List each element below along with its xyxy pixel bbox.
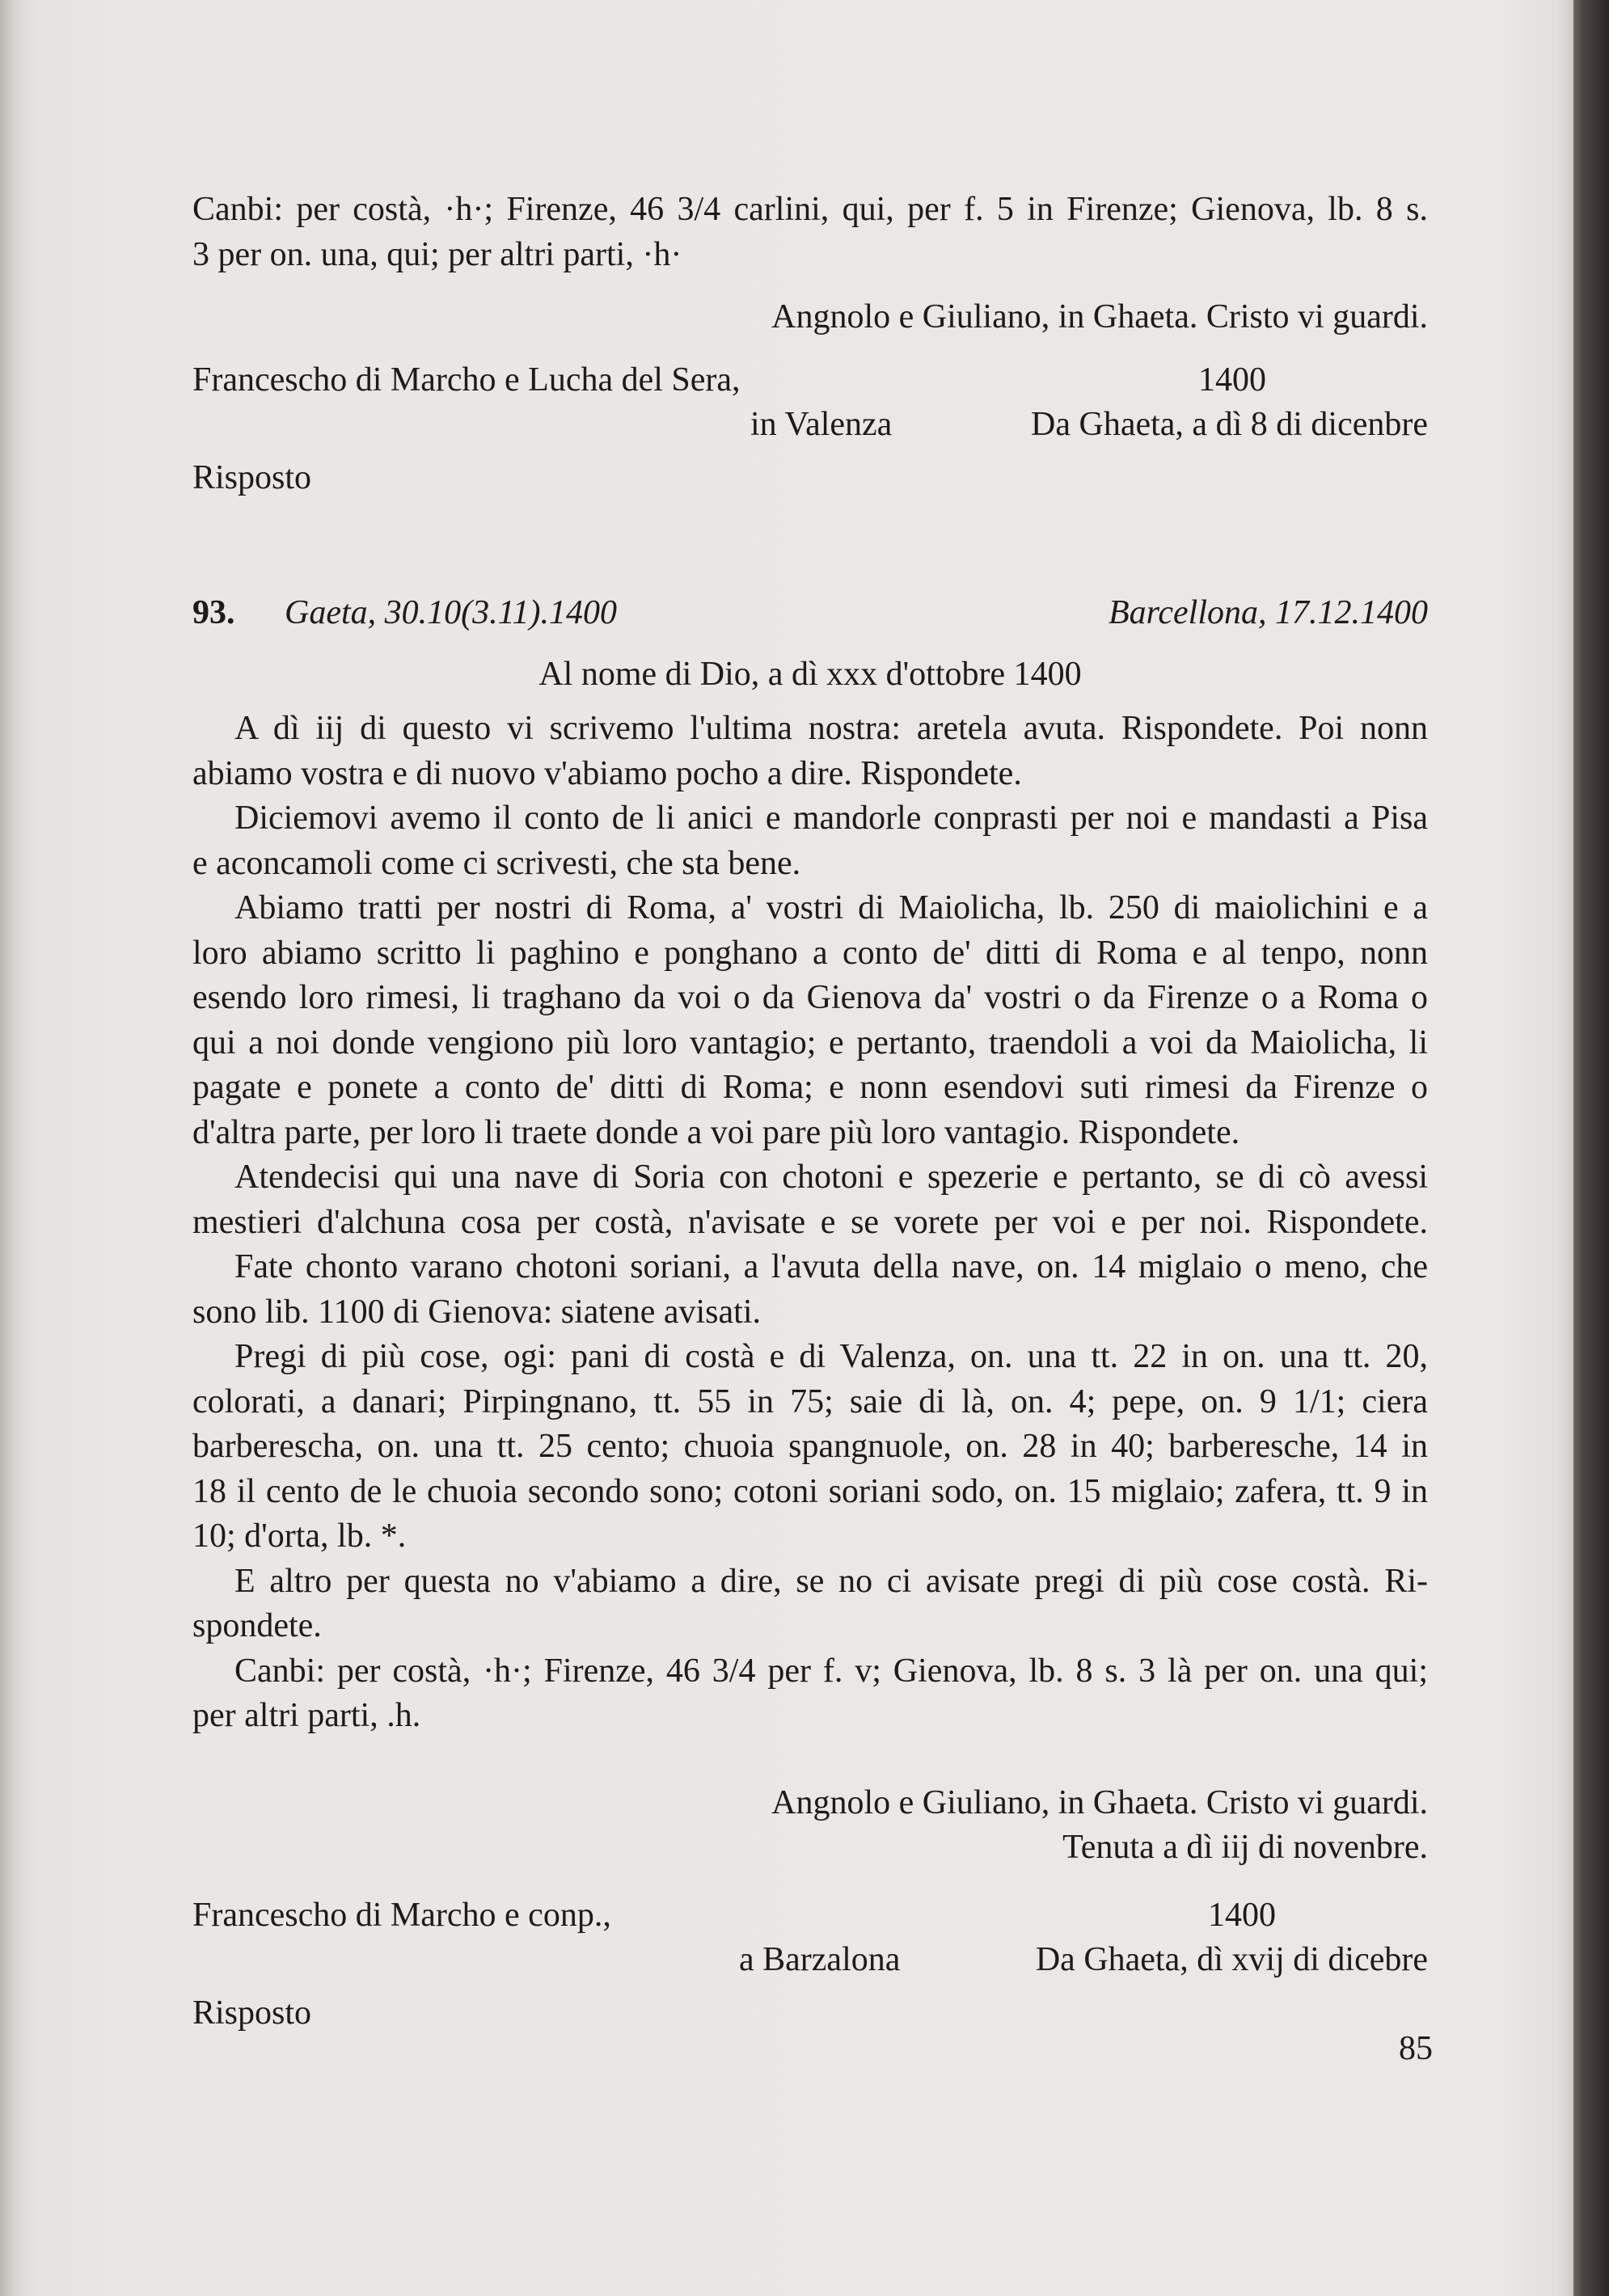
page-number: 85 [1399, 2030, 1433, 2067]
address-date: Da Ghaeta, dì xvij di dicebre [1035, 1941, 1428, 1978]
body-line: esendo loro rimesi, li traghano da voi o da Gienova da' vostri o da Firenze o a Roma o [192, 979, 1428, 1016]
address-place: a Barzalona [739, 1941, 901, 1978]
letter-body [192, 707, 1428, 1739]
tenuta-note: Tenuta a dì iij di novenbre. [1062, 1829, 1428, 1866]
body-line: Abiamo tratti per nostri di Roma, a' vostri di Maiolicha, lb. 250 di maiolichini e a [234, 889, 1428, 926]
letter-destination: Barcellona, 17.12.1400 [1108, 594, 1428, 631]
body-line: loro abiamo scritto li paghino e ponghano a conto de' ditti di Roma e al tenpo, nonn [192, 934, 1428, 972]
body-line: E altro per questa no v'abiamo a dire, se no ci avisate pregi di più cose costà. Ri- [234, 1562, 1428, 1600]
address-date: Da Ghaeta, a dì 8 di dicenbre [1031, 406, 1428, 443]
address-year: 1400 [1208, 1896, 1276, 1934]
address-block-row-1 [192, 1893, 1428, 1939]
book-edge-shadow [1573, 0, 1609, 2296]
page-text [192, 188, 1428, 2036]
letter-origin: Gaeta, 30.10(3.11).1400 [285, 594, 617, 631]
letter-header [192, 591, 1428, 636]
body-line: colorati, a danari; Pirpingnano, tt. 55 in 75; saie di là, on. 4; pepe, on. 9 1/1; ciera [192, 1382, 1428, 1420]
body-line: spondete. [192, 1607, 322, 1644]
address-block-row-2 [192, 403, 1428, 448]
body-line: 10; d'orta, lb. *. [192, 1517, 407, 1555]
address-year: 1400 [1198, 361, 1266, 399]
body-line: per altri parti, .h. [192, 1697, 421, 1734]
address-name: Francescho di Marcho e conp., [192, 1896, 611, 1934]
address-block-row-1 [192, 358, 1428, 403]
canbi-line-2: 3 per on. una, qui; per altri parti, ·h· [192, 235, 682, 273]
body-line: sono lib. 1100 di Gienova: siatene avisati. [192, 1293, 761, 1331]
body-line: barberescha, on. una tt. 25 cento; chuoia spangnuole, on. 28 in 40; barberesche, 14 in [192, 1428, 1428, 1465]
letter-number: 93. [192, 594, 235, 631]
address-name: Francescho di Marcho e Lucha del Sera, [192, 361, 741, 399]
address-place: in Valenza [750, 406, 893, 443]
canbi-line-1: Canbi: per costà, ·h·; Firenze, 46 3/4 carlini, qui, per f. 5 in Firenze; Gienova, lb. 8 s. [192, 191, 1428, 228]
body-line: Atendecisi qui una nave di Soria con chotoni e spezerie e pertanto, se di cò avessi [234, 1159, 1428, 1196]
signature: Angnolo e Giuliano, in Ghaeta. Cristo vi guardi. [771, 1783, 1428, 1821]
body-line: d'altra parte, per loro li traete donde a voi pare più loro vantagio. Rispondete. [192, 1113, 1240, 1151]
body-line: abiamo vostra e di nuovo v'abiamo pocho a dire. Rispondete. [192, 754, 1022, 792]
body-line: A dì iij di questo vi scrivemo l'ultima nostra: aretela avuta. Rispondete. Poi nonn [234, 710, 1428, 747]
body-line: Fate chonto varano chotoni soriani, a l'avuta della nave, on. 14 miglaio o meno, che [234, 1248, 1428, 1285]
address-block-row-2 [192, 1938, 1428, 1983]
body-line: Diciemovi avemo il conto de li anici e mandorle conprasti per noi e mandasti a Pisa [234, 800, 1428, 837]
body-line: Pregi di più cose, ogi: pani di costà e di Valenza, on. una tt. 22 in on. una tt. 20, [234, 1338, 1428, 1375]
risposto-note: Risposto [192, 458, 312, 496]
body-line: e aconcamoli come ci scrivesti, che sta bene. [192, 844, 801, 882]
signature: Angnolo e Giuliano, in Ghaeta. Cristo vi guardi. [771, 298, 1428, 336]
risposto-note: Risposto [192, 1994, 312, 2032]
body-line: pagate e ponete a conto de' ditti di Roma; e nonn esendovi suti rimesi da Firenze o [192, 1069, 1428, 1106]
body-line: 18 il cento de le chuoia secondo sono; cotoni soriani sodo, on. 15 miglaio; zafera, tt. 9 in [192, 1472, 1428, 1510]
body-line: Canbi: per costà, ·h·; Firenze, 46 3/4 per f. v; Gienova, lb. 8 s. 3 là per on. una qui; [234, 1652, 1428, 1690]
letter-heading: Al nome di Dio, a dì xxx d'ottobre 1400 [538, 655, 1082, 693]
body-line: qui a noi donde vengiono più loro vantagio; e pertanto, traendoli a voi da Maiolicha, li [192, 1023, 1428, 1061]
body-line: mestieri d'alchuna cosa per costà, n'avisate e se vorete per voi e per noi. Rispondete. [192, 1203, 1428, 1241]
